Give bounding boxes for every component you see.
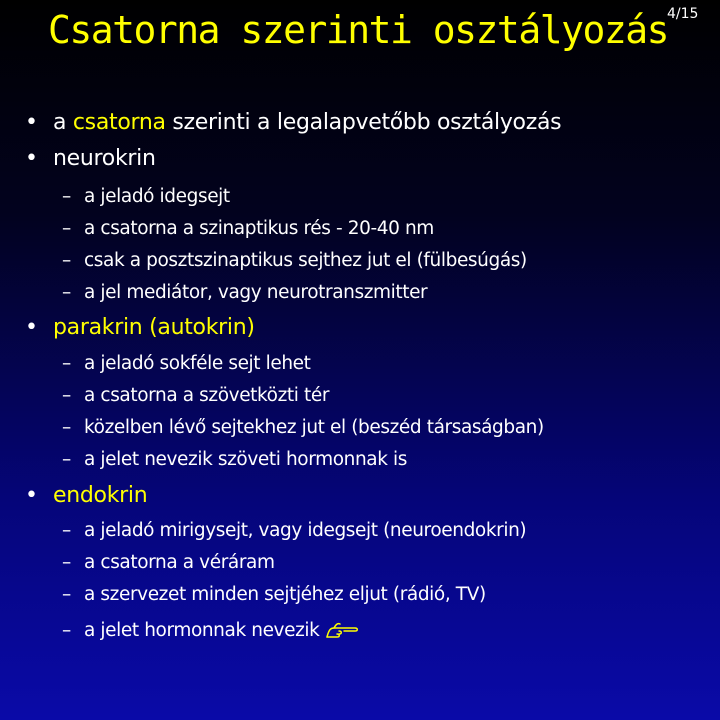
parakrin-sub-item bbox=[62, 385, 329, 406]
sub-item-text: a jeladó sokféle sejt lehet bbox=[84, 353, 311, 374]
dash: – bbox=[62, 385, 71, 406]
bullet-intro-prefix: a bbox=[53, 110, 73, 135]
sub-item-text: a jelet hormonnak nevezik bbox=[84, 620, 320, 641]
dash: – bbox=[62, 186, 71, 207]
dash: – bbox=[62, 552, 71, 573]
endokrin-sub-item bbox=[62, 619, 361, 644]
bullet-intro-suffix: szerinti a legalapvetőbb osztályozás bbox=[165, 110, 562, 135]
bullet-neurokrin bbox=[25, 146, 156, 171]
dash: – bbox=[62, 218, 71, 239]
slide-title: Csatorna szerinti osztályozás bbox=[48, 8, 668, 52]
dash: – bbox=[62, 449, 71, 470]
sub-item-text: a jel mediátor, vagy neurotranszmitter bbox=[84, 282, 428, 303]
bullet-neurokrin-label: neurokrin bbox=[53, 146, 156, 171]
dash: – bbox=[62, 250, 71, 271]
dash: – bbox=[62, 417, 71, 438]
sub-item-text: a jelet nevezik szöveti hormonnak is bbox=[84, 449, 407, 470]
sub-item-text: a jeladó mirigysejt, vagy idegsejt (neuroendokrin) bbox=[84, 520, 527, 541]
sub-item-text: a csatorna a szinaptikus rés - 20-40 nm bbox=[84, 218, 434, 239]
dash: – bbox=[62, 353, 71, 374]
bullet-intro bbox=[25, 110, 561, 135]
bullet-parakrin-label: parakrin (autokrin) bbox=[53, 315, 255, 340]
bullet-dot: • bbox=[25, 146, 38, 171]
parakrin-sub-item bbox=[62, 417, 544, 438]
dash: – bbox=[62, 282, 71, 303]
bullet-parakrin bbox=[25, 315, 255, 340]
bullet-endokrin bbox=[25, 483, 147, 508]
parakrin-sub-item bbox=[62, 449, 407, 470]
neurokrin-sub-item bbox=[62, 186, 230, 207]
parakrin-sub-item bbox=[62, 353, 311, 374]
sub-item-text: a jeladó idegsejt bbox=[84, 186, 230, 207]
sub-item-text: közelben lévő sejtekhez jut el (beszéd társaságban) bbox=[84, 417, 544, 438]
page-number: 4/15 bbox=[667, 6, 699, 22]
sub-item-text: a szervezet minden sejtjéhez eljut (rádió, TV) bbox=[84, 584, 486, 605]
neurokrin-sub-item bbox=[62, 218, 434, 239]
endokrin-sub-item bbox=[62, 552, 275, 573]
dash: – bbox=[62, 620, 71, 641]
sub-item-text: csak a posztszinaptikus sejthez jut el (fülbesúgás) bbox=[84, 250, 527, 271]
bullet-dot: • bbox=[25, 110, 38, 135]
bullet-intro-highlight: csatorna bbox=[72, 110, 166, 135]
pointing-hand-icon[interactable] bbox=[325, 619, 361, 644]
dash: – bbox=[62, 520, 71, 541]
sub-item-text: a csatorna a szövetközti tér bbox=[84, 385, 330, 406]
bullet-dot: • bbox=[25, 483, 38, 508]
bullet-dot: • bbox=[25, 315, 38, 340]
endokrin-sub-item bbox=[62, 584, 486, 605]
bullet-endokrin-label: endokrin bbox=[53, 483, 148, 508]
sub-item-text: a csatorna a véráram bbox=[84, 552, 275, 573]
dash: – bbox=[62, 584, 71, 605]
endokrin-sub-item bbox=[62, 520, 526, 541]
neurokrin-sub-item bbox=[62, 250, 527, 271]
neurokrin-sub-item bbox=[62, 282, 427, 303]
